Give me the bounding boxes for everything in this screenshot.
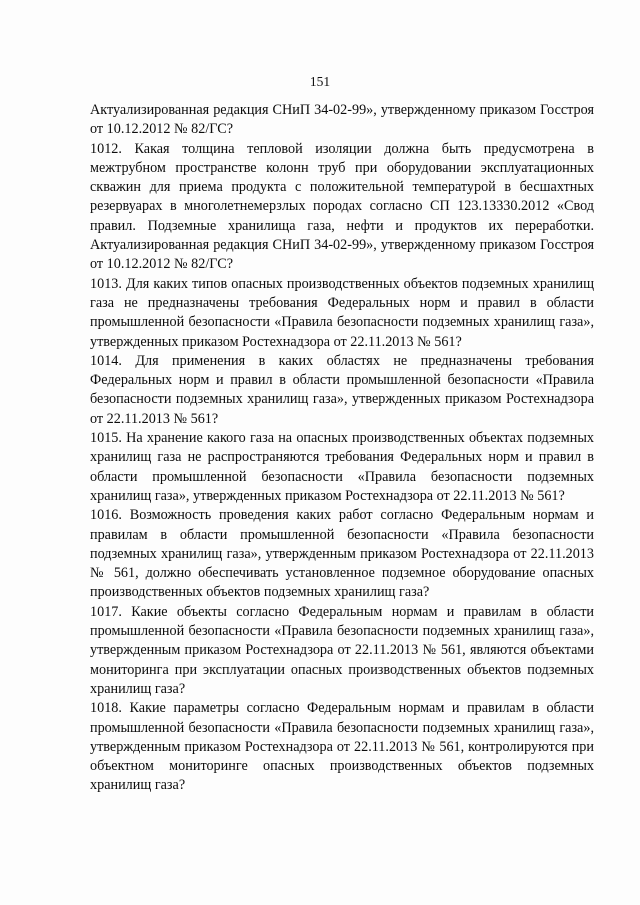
question-paragraph: 1015. На хранение какого газа на опасных производственных объектах подземных хранилищ газа не распространяются требования Федеральных норм и правил в области промышленной безопасности «Правила безопасности подземных хранилищ газа», утвержденных приказом Ростехнадзора от 22.11.2013 № 561?	[90, 430, 594, 504]
question-paragraph: 1017. Какие объекты согласно Федеральным нормам и правилам в области промышленной безопасности «Правила безопасности подземных хранилищ газа», утвержденным приказом Ростехнадзора от 22.11.2013 № 561, являются объектами мониторинга при эксплуатации опасных производственных объектов подземных хранилищ газа?	[90, 603, 594, 697]
question-paragraph: 1014. Для применения в каких областях не предназначены требования Федеральных норм и правил в области промышленной безопасности «Правила безопасности подземных хранилищ газа», утвержденных приказом Ростехнадзора от 22.11.2013 № 561?	[90, 352, 594, 427]
question-paragraph: 1016. Возможность проведения каких работ согласно Федеральным нормам и правилам в области промышленной безопасности «Правила безопасности подземных хранилищ газа», утвержденным приказом Ростехнадзора от 22.11.2013 № 561, должно обеспечивать установленное подземное оборудование опасных производственных объектов подземных хранилищ газа?	[90, 507, 594, 601]
question-paragraph: 1018. Какие параметры согласно Федеральным нормам и правилам в области промышленной безопасности «Правила безопасности подземных хранилищ газа», утвержденным приказом Ростехнадзора от 22.11.2013 № 561, контролируются при объектном мониторинге опасных производственных объектов подземных хранилищ газа?	[90, 700, 594, 794]
question-paragraph: 1012. Какая толщина тепловой изоляции должна быть предусмотрена в межтрубном пространстве колонн труб при оборудовании эксплуатационных скважин для приема продукта с положительной температурой в бесшахтных резервуарах в многолетнемерзлых породах согласно СП 123.13330.2012 «Свод правил. Подземные хранилища газа, нефти и продуктов их переработки. Актуализированная редакция СНиП 34-02-99», утвержденному приказом Госстроя от 10.12.2012 № 82/ГС?	[90, 140, 594, 273]
question-paragraph: Актуализированная редакция СНиП 34-02-99», утвержденному приказом Госстроя от 10.12.2012 № 82/ГС?	[90, 102, 594, 138]
question-list	[90, 101, 594, 796]
page-number: 151	[309, 74, 331, 89]
question-paragraph: 1013. Для каких типов опасных производственных объектов подземных хранилищ газа не предназначены требования Федеральных норм и правил в области промышленной безопасности «Правила безопасности подземных хранилищ газа», утвержденных приказом Ростехнадзора от 22.11.2013 № 561?	[90, 275, 594, 350]
